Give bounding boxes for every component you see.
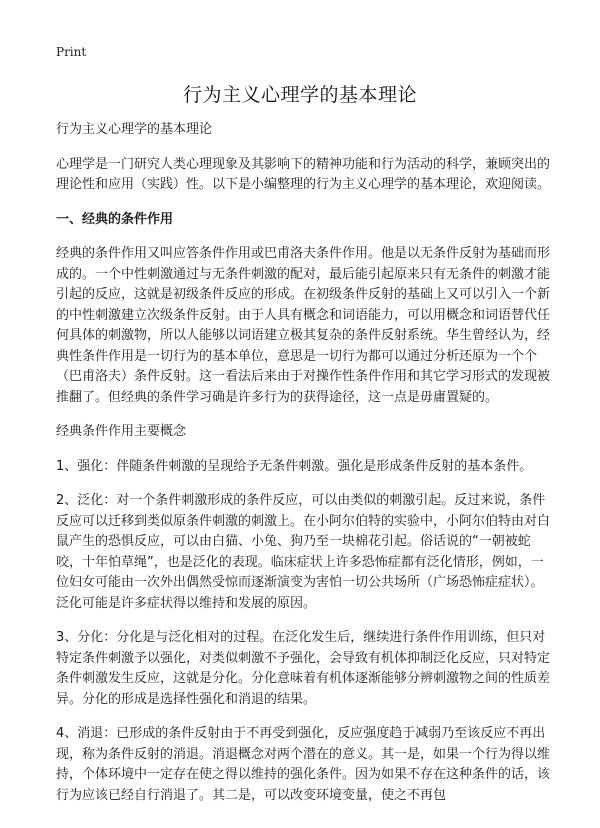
page-title: 行为主义心理学的基本理论	[182, 84, 417, 106]
section-paragraph: 经典的条件作用又叫应答条件作用或巴甫洛夫条件作用。他是以无条件反射为基础而形成的。一个中性刺激通过与无条件刺激的配对，最后能引起原来只有无条件的刺激才能引起的反应，这就是初级条件反应的形成。在初级条件反射的基础上又可以引入一个新的中性刺激建立次级条件反射。由于人具有概念和词语能力，可以用概念和词语替代任何具体的刺激物，所以人能够以词语建立极其复杂的条件反射系统。华生曾经认为，经典性条件作用是一切行为的基本单位，意思是一切行为都可以通过分析还原为一个个（巴甫洛夫）条件反射。这一看法后来由于对操作性条件作用和其它学习形式的发现被推翻了。但经典的条件学习确是许多行为的获得途径，这一点是毋庸置疑的。	[56, 246, 551, 405]
concept-item-reinforcement: 1、强化：伴随条件刺激的呈现给予无条件刺激。强化是形成条件反射的基本条件。	[56, 458, 533, 474]
concept-item-extinction: 4、消退：已形成的条件反射由于不再受到强化，反应强度趋于减弱乃至该反应不再出现，称为条件反射的消退。消退概念对两个潜在的意义。其一是，如果一个行为得以维持，个体环境中一定存在使之得以维持的强化条件。因为如果不存在这种条件的话，该行为应该已经自行消退了。其二是，可以改变环境变量，使之不再包	[56, 726, 551, 803]
article-body	[56, 120, 554, 806]
article-subtitle: 行为主义心理学的基本理论	[56, 122, 213, 137]
concept-item-generalization: 2、泛化：对一个条件刺激形成的条件反应，可以由类似的刺激引起。反过来说，条件反应可以迁移到类似原条件刺激的刺激上。在小阿尔伯特的实验中，小阿尔伯特由对白鼠产生的恐惧反应，可以由白猫、小兔、狗乃至一块棉花引起。俗话说的“一朝被蛇咬，十年怕草绳”，也是泛化的表现。临床症状上许多恐怖症都有泛化情形，例如，一位妇女可能由一次外出偶然受惊而逐渐演变为害怕一切公共场所（广场恐怖症症状）。泛化可能是许多症状得以维持和发展的原因。	[56, 493, 551, 611]
section-heading: 一、经典的条件作用	[56, 211, 174, 227]
concept-item-discrimination: 3、分化：分化是与泛化相对的过程。在泛化发生后，继续进行条件作用训练，但只对特定条件刺激予以强化，对类似刺激不予强化，会导致有机体抑制泛化反应，只对特定条件刺激发生反应，这就是分化。分化意味着有机体逐渐能够分辨刺激物之间的性质差异。分化的形成是选择性强化和消退的结果。	[56, 630, 551, 707]
concepts-heading: 经典条件作用主要概念	[56, 424, 187, 439]
print-link[interactable]: Print	[56, 45, 87, 59]
intro-paragraph: 心理学是一门研究人类心理现象及其影响下的精神功能和行为活动的科学，兼顾突出的理论性和应用（实践）性。以下是小编整理的行为主义心理学的基本理论，欢迎阅读。	[56, 156, 551, 192]
